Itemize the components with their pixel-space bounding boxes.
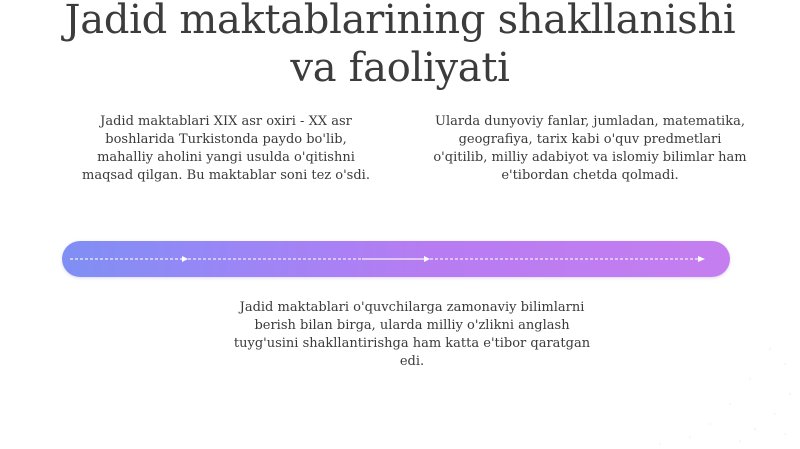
timeline-bar <box>62 241 730 277</box>
arrow-head-icon <box>182 256 188 262</box>
paragraph-right: Ularda dunyoviy fanlar, jumladan, matematika, geografiya, tarix kabi o'quv predmetlari o'qitilib, milliy adabiyot va islomiy bilimlar ham e'tibordan chetda qolmadi. <box>433 114 747 183</box>
paragraph-bottom: Jadid maktablari o'quvchilarga zamonaviy bilimlarni berish bilan birga, ularda milliy o'zlikni anglash tuyg'usini shakllantirishga ham katta e'tibor qaratgan edi. <box>233 300 591 369</box>
paragraph-left: Jadid maktablari XIX asr oxiri - XX asr boshlarida Turkistonda paydo bo'lib, mahalliy aholini yangi usulda o'qitishni maqsad qilgan. Bu maktablar soni tez o'sdi. <box>82 114 370 183</box>
title-line-2: va faoliyati <box>290 45 510 91</box>
timeline-arrows <box>62 241 730 277</box>
title-line-1: Jadid maktablarining shakllanishi <box>64 0 736 43</box>
decorative-dots <box>540 309 800 449</box>
slide-title <box>0 0 800 92</box>
arrow-head-icon <box>698 256 705 262</box>
arrow-head-icon <box>424 256 430 262</box>
